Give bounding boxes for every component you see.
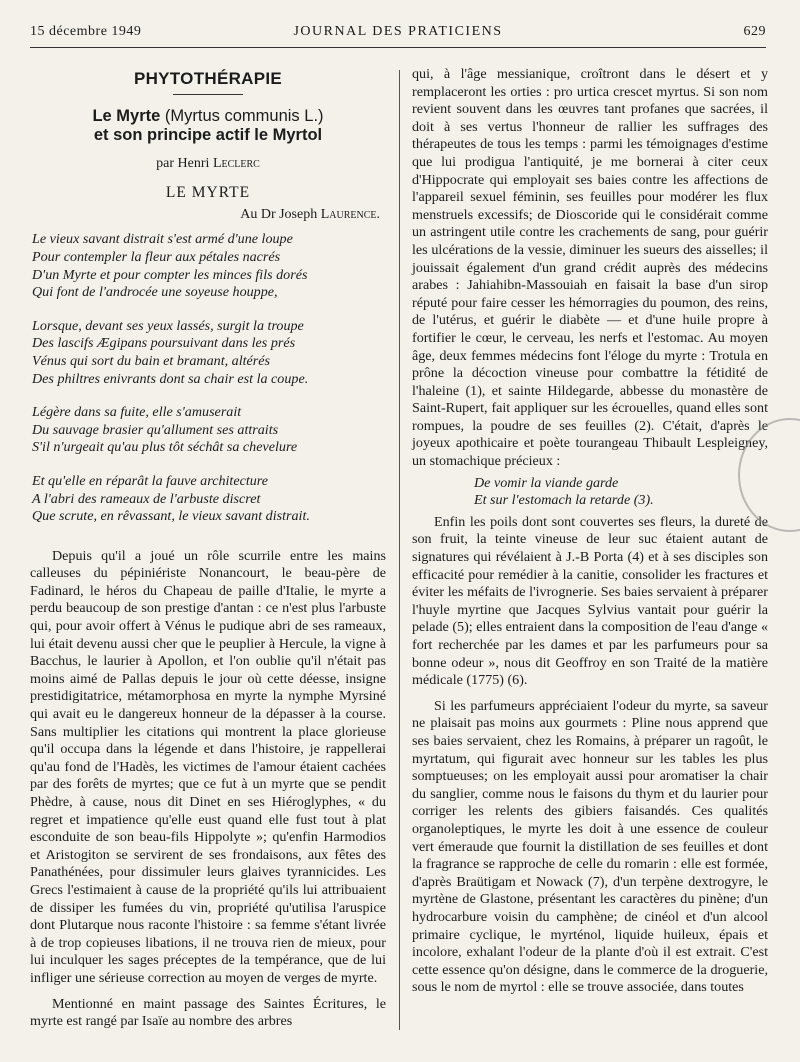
section-rule (173, 94, 243, 95)
body-paragraph: Depuis qu'il a joué un rôle scurrile entre les mains calleuses du pépiniériste Nonancourt, le beau-père de Fadinard, le héros du Chapeau de paille d'Italie, le myrte a perdu beaucoup de son prestige d'antan : ce n'est plus l'arbuste qui, pour avoir offert à Vénus le pudique abri de ses rameaux, lui était devenu aussi cher que le peuplier à Hercule, la vigne à Bacchus, le laurier à Apollon, et l'on oublie qu'il n'était pas moins aimé de Pallas depuis le jour où cette déesse, insigne prestidigitatrice, métamorphosa en myrte la nymphe Myrsiné qui avait eu le dangereux honneur de la dépasser à la course. Sans multiplier les citations qui montrent la place glorieuse qu'il occupa dans la légende et dans l'histoire, je rappellerai qu'au fond de l'Hadès, les victimes de l'amour étaient cachées par des forêts de myrtes; que ce fut à un myrte que se pendit Phèdre, à cause, nous dit Dinet en ses Hiéroglyphes, « du regret et impatience qu'elle eust quand elle fust tout à plat esconduite de son beau-fils Hippolyte »; qu'enfin Harmodios et Aristogiton se servirent de ses frondaisons, aux fêtes des Panathénées, pour dissimuler leurs glaives tyrannicides. Les Grecs l'estimaient à cause de la propriété qu'ils lui attribuaient de dissiper les fumées du vin, propriété qu'utilisa l'aruspice dont Plutarque nous raconte l'histoire : sa femme s'étant livrée à de trop copieuses libations, il ne trouva rien de mieux, pour lui inculquer les sages préceptes de la tempérance, que de lui infliger une sérieuse correction au moyen de verges de myrte. (30, 547, 386, 986)
poem-line: Et qu'elle en réparât la fauve architecture (32, 472, 269, 489)
body-paragraph: Si les parfumeurs appréciaient l'odeur du myrte, sa saveur ne plaisait pas moins aux gourmets : Pline nous apprend que ses baies servaient, chez les Romains, à préparer un ragoût, le myrtatum, qui figurait avec honneur sur les tables les plus somptueuses; on les employait aussi pour aromatiser la chair du sanglier, comme nous le faisons du thym et du laurier pour corriger les relents des gibiers faisandés. Ces qualités organoleptiques, le myrte les doit à une essence de couleur vert émeraude que fournit la distillation de ses feuilles et dont la fragrance se rapproche de celle du romarin : elle est formée, d'après Braütigam et Nowack (7), d'un terpène dextrogyre, le myrtène de Glastone, présentant les caractères du pinène; d'un hydrocarbure voisin du camphène; de cinéol et d'un alcool primaire cyclique, le myrténol, liquide huileux, épais et incolore, exhalant l'odeur de la plante d'où il est extrait. C'est cette essence qu'on désigne, dans le commerce de la droguerie, sous le nom de myrtol : elle se trouve associée, dans toutes (412, 697, 768, 996)
dedication-name: Laurence. (320, 206, 380, 222)
dedication-prefix: Au Dr Joseph (240, 206, 318, 222)
body-paragraph: Mentionné en maint passage des Saintes Écritures, le myrte est rangé par Isaïe au nombre des arbres (30, 995, 386, 1030)
quote-line: De vomir la viande garde (474, 474, 619, 491)
body-paragraph: qui, à l'âge messianique, croîtront dans le désert et y remplaceront les orties : pro urtica crescet myrtus. Si son nom revient souvent dans les œuvres tant profanes que sacrées, il doit à ses vertus l'honneur de rallier les suffrages des thérapeutes de tous les temps : parmi les témoignages d'estime que lui prodigua l'antiquité, je me bornerai à citer ceux d'Hippocrate qui employait ses baies contre les affections de l'appareil sexuel féminin, ses feuilles pour modérer les flux menstruels excessifs; de Dioscoride qui le considérait comme un astringent utile contre les crachements de sang, pour guérir les ulcérations de la vessie, diminuer les sueurs des aisselles; il jouissait également d'un grand crédit auprès des médecins arabes : Jahiahibn-Massouiah en faisait la base d'un sirop réputé pour faire cesser les hémorragies du poumon, des reins, de l'utérus, et guérir le diabète — et d'une huile propre à fortifier le cœur, le cerveau, les nerfs et l'estomac. Au moyen âge, deux femmes médecins font l'éloge du myrte : Trotula en prône la décoction vineuse pour combattre la fétidité de l'haleine (1), et sainte Hildegarde, abbesse du monastère de Saint-Rupert, fait appliquer sur les écrouelles, quand elles sont rompues, la poudre de ses feuilles (2). C'était, d'après le joyeux apothicaire et poète tourangeau Thibault Lespleigney, un stomachique précieux : (412, 66, 768, 470)
verse-quote (412, 475, 768, 510)
header-rule (30, 47, 766, 48)
poem-stanza (30, 231, 386, 301)
left-column (30, 66, 386, 1031)
poem-stanza (30, 473, 386, 526)
poem-line: A l'abri des rameaux de l'arbuste discret (32, 490, 261, 507)
author-name: Leclerc (212, 155, 260, 171)
running-header (30, 24, 766, 46)
poem-line: Le vieux savant distrait s'est armé d'une loupe (32, 231, 293, 248)
poem-line: Lorsque, devant ses yeux lassés, surgit la troupe (32, 317, 304, 334)
poem-line: S'il n'urgeait qu'au plus tôt séchât sa chevelure (32, 439, 298, 456)
issue-date: 15 décembre 1949 (30, 24, 142, 39)
poem-line: Que scrute, en rêvassant, le vieux savant distrait. (32, 508, 310, 525)
byline (30, 155, 386, 173)
title-part-1: Le Myrte (92, 106, 161, 125)
byline-prefix: par Henri (156, 155, 210, 171)
column-divider (399, 70, 400, 1030)
poem-line: Qui font de l'androcée une soyeuse houppe, (32, 284, 278, 301)
poem-line: Pour contempler la fleur aux pétales nacrés (32, 248, 281, 265)
poem-line: Légère dans sa fuite, elle s'amuserait (32, 404, 242, 421)
title-part-2: et son principe actif le Myrtol (93, 125, 323, 144)
title-latin-name: (Myrtus communis L.) (164, 106, 324, 125)
right-column (412, 66, 768, 997)
poem-dedication (30, 206, 386, 224)
poem-line: Des lascifs Ægipans poursuivant dans les prés (32, 335, 296, 352)
poem-line: D'un Myrte et pour compter les minces fils dorés (32, 266, 308, 283)
poem-stanza (30, 404, 386, 457)
poem-line: Vénus qui sort du bain et bramant, altérés (32, 352, 271, 369)
poem-stanza (30, 318, 386, 388)
article-title (30, 107, 386, 145)
poem-title: LE MYRTE (165, 184, 251, 202)
journal-title: JOURNAL DES PRATICIENS (293, 24, 503, 39)
poem-line: Du sauvage brasier qu'allument ses attraits (32, 421, 279, 438)
quote-line: Et sur l'estomach la retarde (3). (474, 492, 654, 509)
section-heading: PHYTOTHÉRAPIE (133, 69, 283, 88)
body-paragraph: Enfin les poils dont sont couvertes ses fleurs, la dureté de son fruit, la teinte vineuse de leur suc étaient autant de signatures qui révélaient à J.-B Porta (4) et à ses disciples son efficacité pour remédier à la canitie, consolider les fractures et éviter les méfaits de l'ivrognerie. Ses baies servaient à préparer l'huyle myrtine que Jacques Sylvius vantait pour guérir la pelade (5); elles entraient dans la composition de l'eau d'ange « fort recherchée par les dames et par les parfumeurs pour sa bonne odeur », nous dit Geoffroy en son Traité de la matière médicale (1775) (6). (412, 513, 768, 689)
page-number: 629 (743, 24, 766, 39)
poem-line: Des philtres enivrants dont sa chair est la coupe. (32, 370, 309, 387)
